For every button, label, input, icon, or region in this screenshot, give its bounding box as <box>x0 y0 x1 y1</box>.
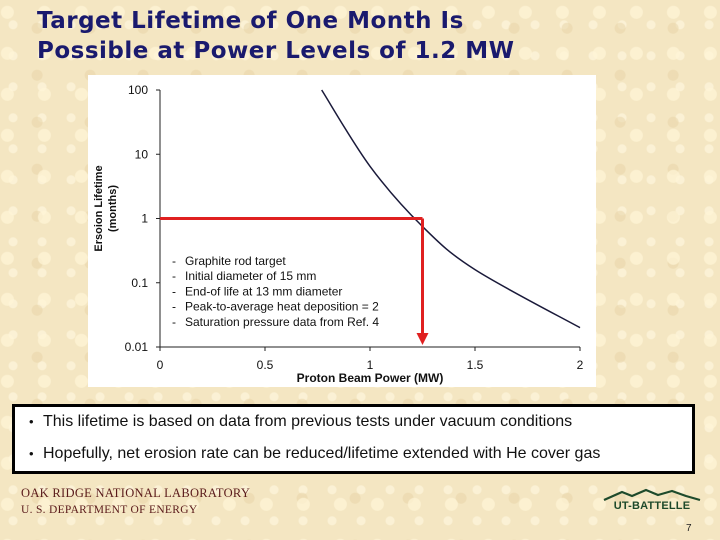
annotation-text: Graphite rod target <box>185 254 286 268</box>
annotation-text: Peak-to-average heat deposition = 2 <box>185 299 379 314</box>
y-tick-label: 100 <box>127 83 148 97</box>
y-axis-label: Ersoion Lifetime <box>93 165 105 252</box>
bullet-icon: • <box>29 414 34 429</box>
bullet-icon: • <box>29 446 34 461</box>
y-tick-label: 1 <box>141 211 148 226</box>
note-text: This lifetime is based on data from previous tests under vacuum conditions <box>43 413 573 430</box>
chart-panel <box>88 75 596 387</box>
annotation-text: End-of life at 13 mm diameter <box>185 284 343 299</box>
slide-title-line-2: Possible at Power Levels of 1.2 MW <box>37 38 515 64</box>
y-tick-label: 0.1 <box>131 275 148 290</box>
x-tick-label: 0 <box>156 358 164 372</box>
page-number: 7 <box>686 523 692 534</box>
annotation-dash: - <box>172 314 176 329</box>
slide-title-line-1: Target Lifetime of One Month Is <box>37 8 464 34</box>
annotation-dash: - <box>172 284 176 299</box>
note-item <box>29 445 600 463</box>
notes-box <box>12 404 695 474</box>
y-tick-label: 0.01 <box>124 340 148 354</box>
annotation-dash: - <box>172 254 176 268</box>
x-tick-label: 1 <box>366 358 374 372</box>
x-tick-label: 0.5 <box>256 358 274 372</box>
org-name: OAK RIDGE NATIONAL LABORATORY <box>21 486 251 500</box>
slide-title <box>37 6 515 66</box>
annotation-text: Saturation pressure data from Ref. 4 <box>185 314 380 329</box>
erosion-lifetime-chart <box>88 75 596 387</box>
arrow-down-icon <box>417 333 429 345</box>
note-text: Hopefully, net erosion rate can be reduced/lifetime extended with He cover gas <box>43 445 601 462</box>
x-tick-label: 1.5 <box>466 358 484 372</box>
annotation-dash: - <box>172 269 176 284</box>
logo-text: UT-BATTELLE <box>613 500 691 512</box>
y-axis-label-units: (months) <box>107 184 119 233</box>
annotation-text: Initial diameter of 15 mm <box>185 269 317 284</box>
y-tick-label: 10 <box>134 147 148 162</box>
x-tick-label: 2 <box>576 358 584 372</box>
department-name: U. S. DEPARTMENT OF ENERGY <box>21 504 198 516</box>
note-item <box>29 413 572 431</box>
ut-battelle-logo <box>602 488 702 518</box>
lifetime-curve <box>322 90 580 328</box>
x-axis-label: Proton Beam Power (MW) <box>296 371 444 385</box>
annotation-dash: - <box>172 299 176 314</box>
